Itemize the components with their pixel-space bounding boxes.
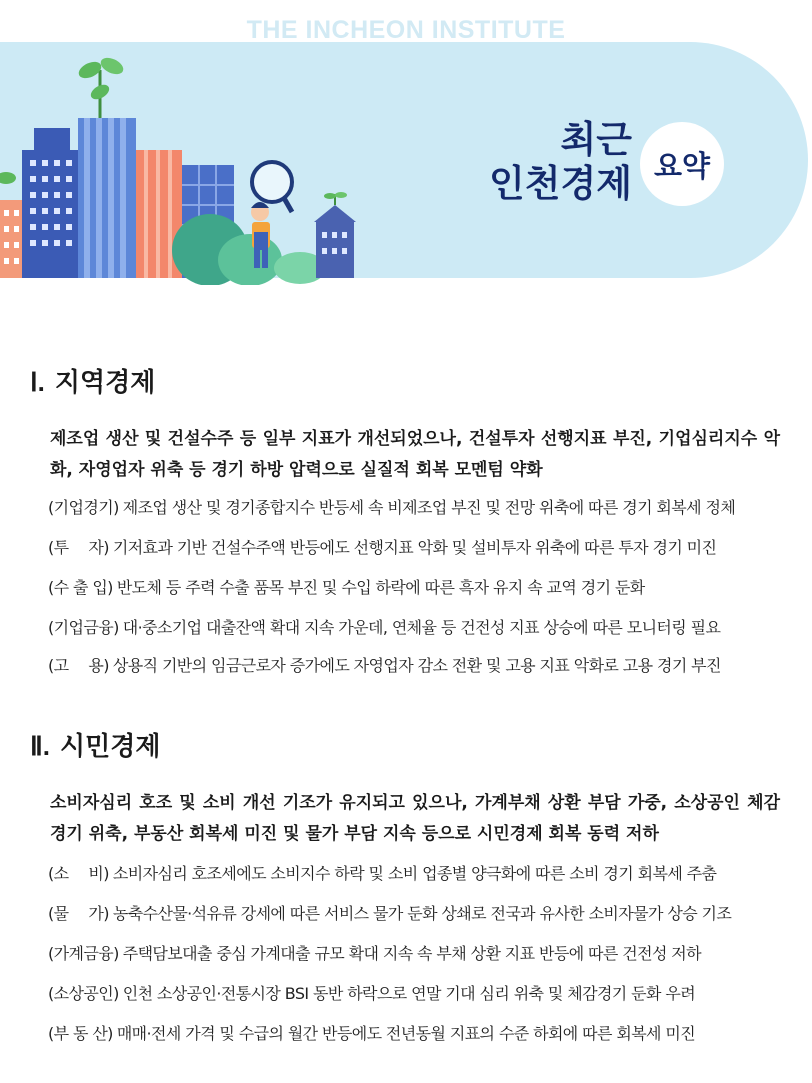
list-item <box>48 984 788 1004</box>
item-text: 인천 소상공인·전통시장 BSI 동반 하락으로 연말 기대 심리 위축 및 체감경기 둔화 우려 <box>122 984 696 1003</box>
item-label: (소 비) <box>48 864 109 883</box>
item-label: (고 용) <box>48 656 109 675</box>
item-label: (기업금융) <box>48 618 119 637</box>
summary-badge: 요약 <box>640 122 724 206</box>
item-text: 농축수산물·석유류 강세에 따른 서비스 물가 둔화 상쇄로 전국과 유사한 소비자물가 상승 기조 <box>112 904 732 923</box>
item-text: 주택담보대출 중심 가계대출 규모 확대 지속 속 부채 상환 지표 반등에 따른 건전성 저하 <box>122 944 701 963</box>
item-text: 기저효과 기반 건설수주액 반등에도 선행지표 악화 및 설비투자 위축에 따른 투자 경기 미진 <box>112 538 717 557</box>
item-text: 매매·전세 가격 및 수급의 월간 반등에도 전년동월 지표의 수준 하회에 따른 회복세 미진 <box>116 1024 696 1043</box>
list-item <box>48 1024 788 1044</box>
list-item <box>48 944 788 964</box>
item-text: 상용직 기반의 임금근로자 증가에도 자영업자 감소 전환 및 고용 지표 악화로 고용 경기 부진 <box>112 656 721 675</box>
list-item <box>48 578 788 598</box>
section-title: 지역경제 <box>54 367 156 397</box>
list-item <box>48 538 788 558</box>
item-label: (가계금융) <box>48 944 119 963</box>
page-title <box>470 118 632 206</box>
list-item <box>48 498 788 518</box>
section-numeral: Ⅱ. <box>30 731 51 761</box>
section-heading <box>30 362 155 399</box>
item-label: (수 출 입) <box>48 578 113 597</box>
list-item <box>48 864 788 884</box>
list-item <box>48 656 788 676</box>
list-item <box>48 904 788 924</box>
section-numeral: Ⅰ. <box>30 367 45 397</box>
item-label: (부 동 산) <box>48 1024 113 1043</box>
header-banner <box>0 0 812 285</box>
item-text: 소비자심리 호조세에도 소비지수 하락 및 소비 업종별 양극화에 따른 소비 경기 회복세 주춤 <box>112 864 717 883</box>
item-text: 반도체 등 주력 수출 품목 부진 및 수입 하락에 따른 흑자 유지 속 교역 경기 둔화 <box>116 578 645 597</box>
page-title-line2: 인천경제 <box>489 163 632 204</box>
section-heading <box>30 726 161 763</box>
page-title-line1: 최근 <box>560 119 632 160</box>
section-title: 시민경제 <box>60 731 161 761</box>
item-label: (물 가) <box>48 904 109 923</box>
section-summary: 제조업 생산 및 건설수주 등 일부 지표가 개선되었으나, 건설투자 선행지표 부진, 기업심리지수 악화, 자영업자 위축 등 경기 하방 압력으로 실질적 회복 모멘텀 약화 <box>50 429 780 480</box>
item-label: (투 자) <box>48 538 109 557</box>
item-label: (소상공인) <box>48 984 119 1003</box>
section-summary: 소비자심리 호조 및 소비 개선 기조가 유지되고 있으나, 가계부채 상환 부담 가중, 소상공인 체감경기 위축, 부동산 회복세 미진 및 물가 부담 지속 등으로 시민경제 회복 동력 저하 <box>50 793 780 844</box>
item-text: 대·중소기업 대출잔액 확대 지속 가운데, 연체율 등 건전성 지표 상승에 따른 모니터링 필요 <box>122 618 721 637</box>
list-item <box>48 618 788 638</box>
item-text: 제조업 생산 및 경기종합지수 반등세 속 비제조업 부진 및 전망 위축에 따른 경기 회복세 정체 <box>122 498 736 517</box>
institute-brand: THE INCHEON INSTITUTE <box>246 16 566 44</box>
item-label: (기업경기) <box>48 498 119 517</box>
